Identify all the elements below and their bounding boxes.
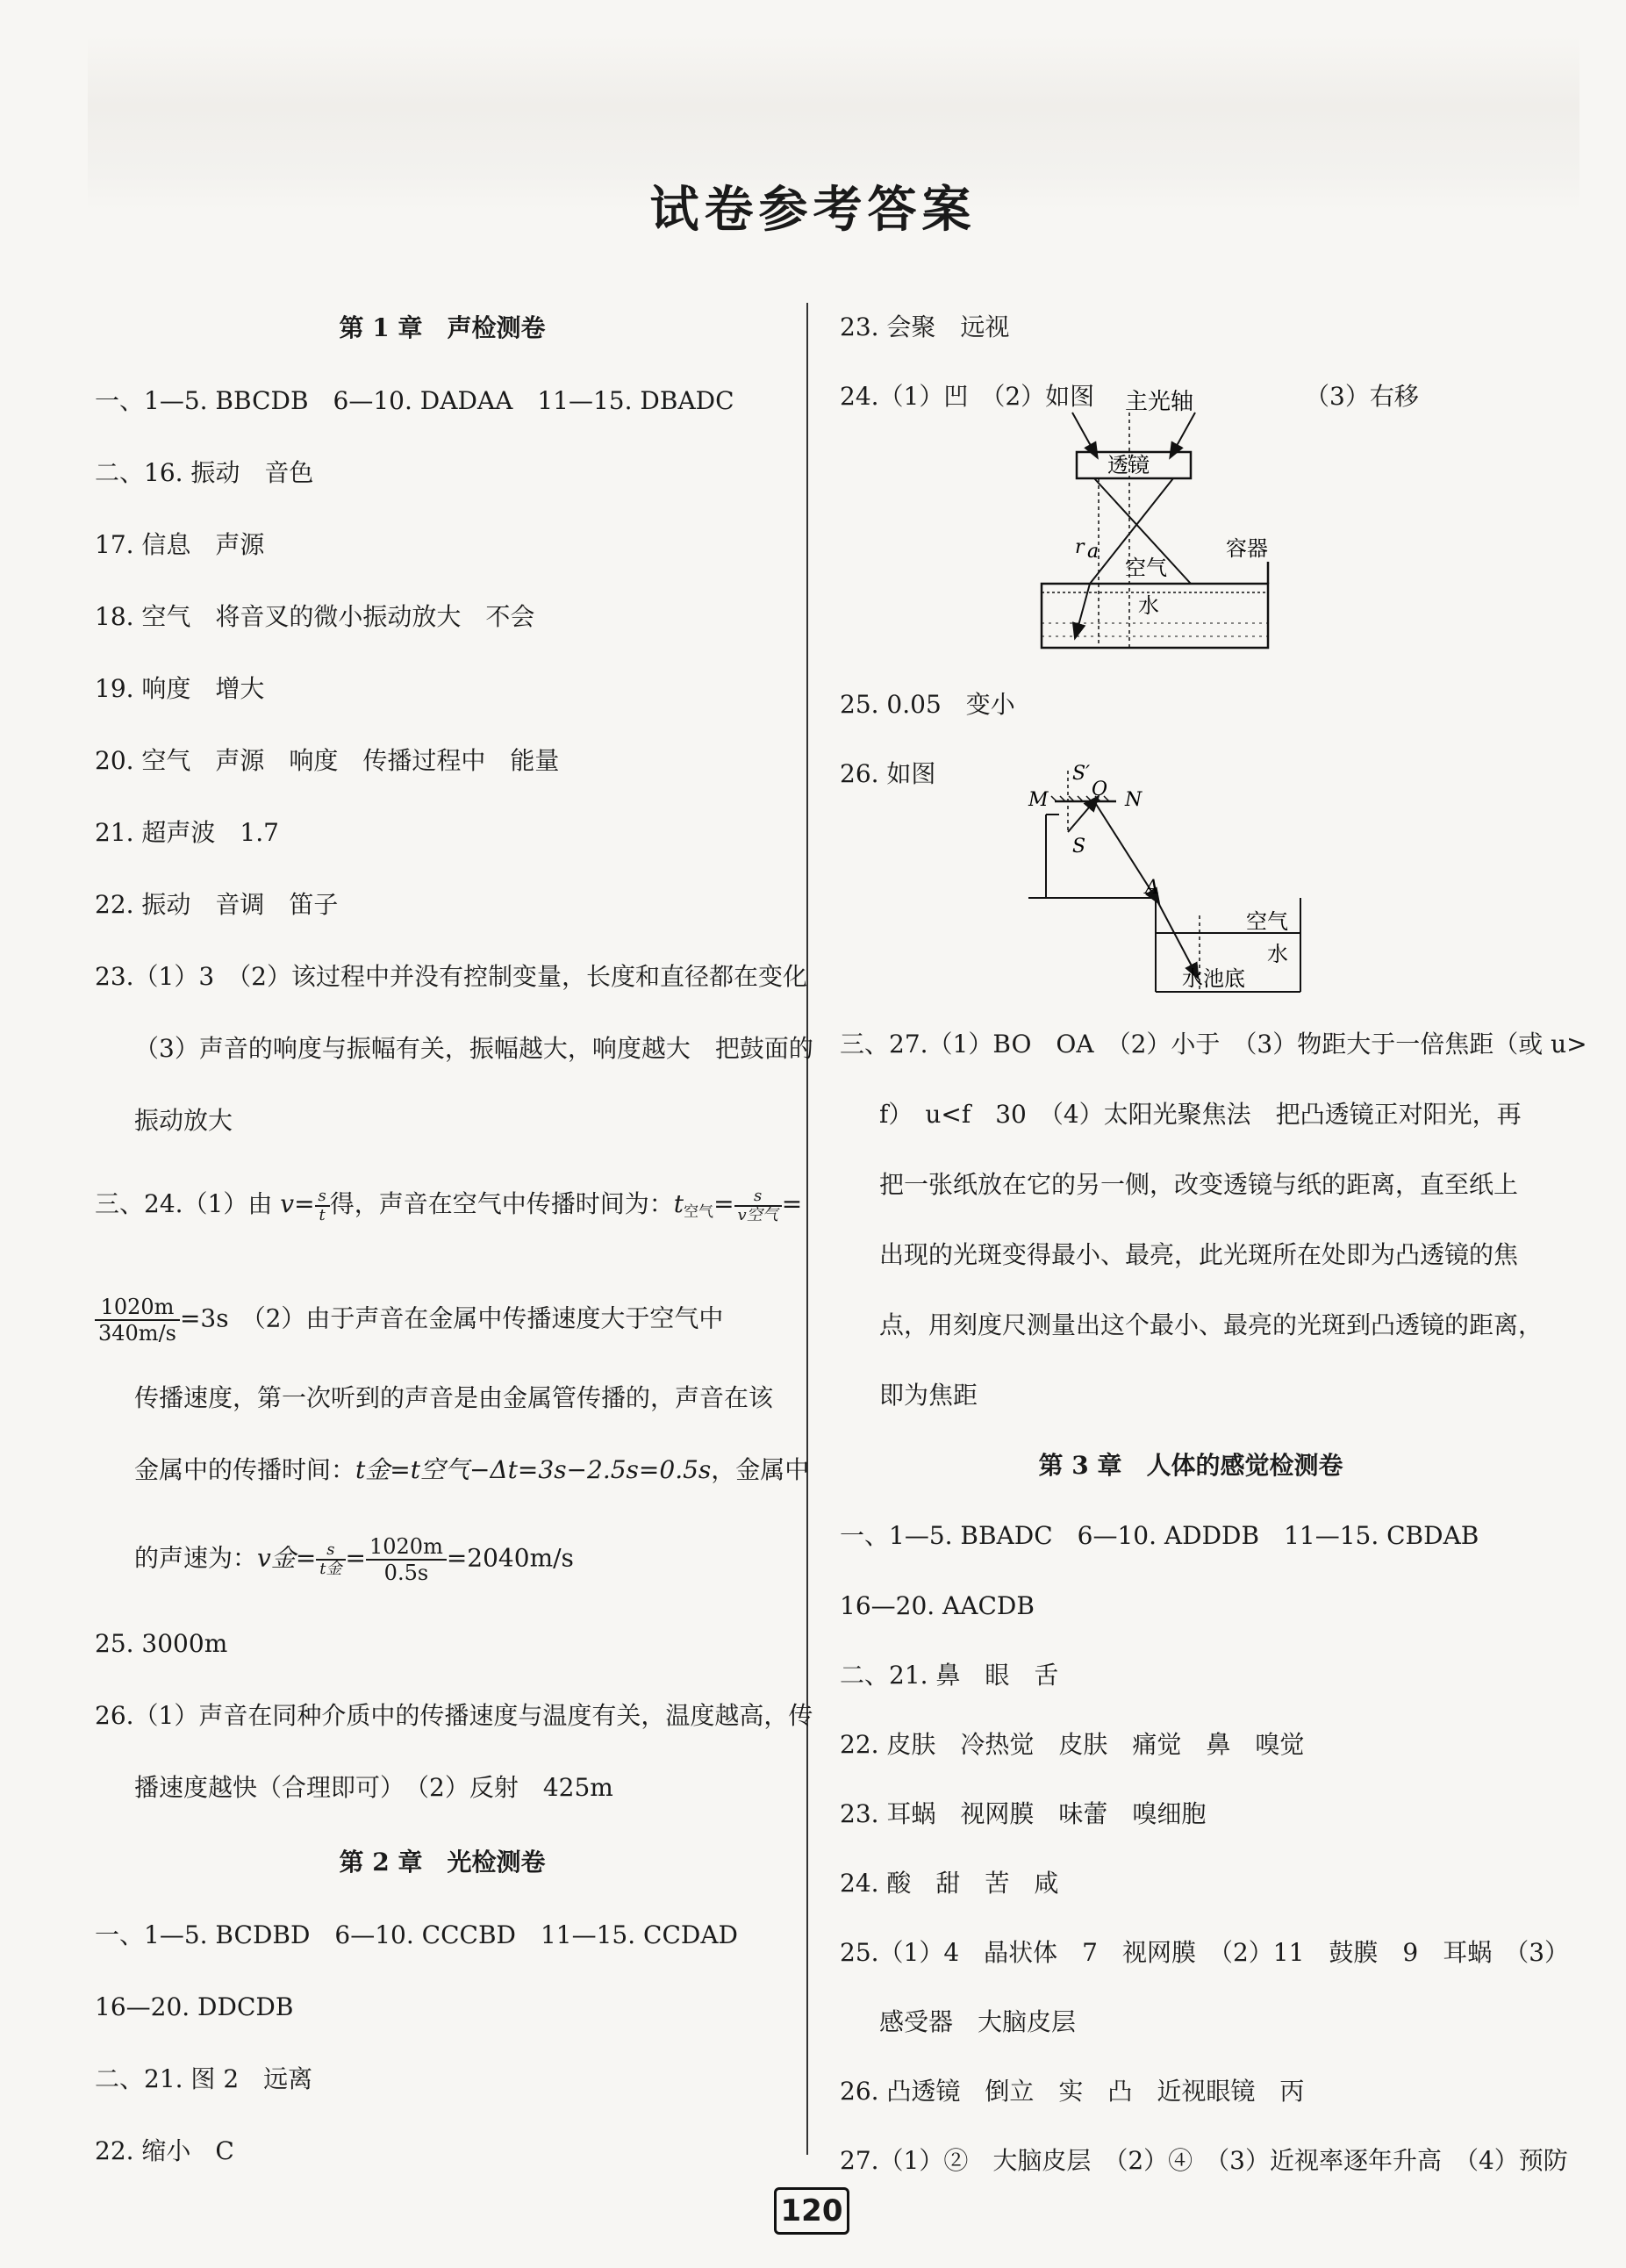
answer-line: 23. 会聚 远视	[840, 312, 1010, 341]
air-label: 空气	[1125, 556, 1167, 580]
answer-line: 出现的光斑变得最小、最亮，此光斑所在处即为凸透镜的焦	[879, 1240, 1519, 1269]
pool-air-label: 空气	[1246, 909, 1288, 934]
ray-to-pool	[1156, 898, 1195, 973]
answer-line: （3）声音的响度与振幅有关，振幅越大，响度越大 把鼓面的	[134, 1034, 813, 1063]
m-label: M	[1028, 789, 1049, 811]
answer-line: 22. 皮肤 冷热觉 皮肤 痛觉 鼻 嗅觉	[840, 1730, 1305, 1759]
answer-line: 26. 如图	[840, 759, 936, 788]
ray-in-water	[1077, 584, 1090, 632]
fraction: $\frac{1020m}{0.5s}$	[366, 1534, 447, 1585]
answer-line: 22. 振动 音调 笛子	[95, 890, 339, 919]
n-label: N	[1125, 789, 1142, 811]
angle-a-label: a	[1087, 541, 1100, 563]
page-title: 试卷参考答案	[649, 181, 977, 239]
container-label: 容器	[1226, 536, 1268, 561]
answer-line: 21. 超声波 1.7	[95, 818, 279, 847]
pool-water-label: 水	[1267, 942, 1288, 966]
incoming-ray-left	[1072, 413, 1094, 452]
answer-line: 23. 耳蜗 视网膜 味蕾 嗅细胞	[840, 1799, 1207, 1828]
page-number: 120	[774, 2187, 849, 2235]
a-point-label: A	[1145, 877, 1159, 899]
answer-line: 19. 响度 增大	[95, 674, 265, 703]
answer-line: 感受器 大脑皮层	[879, 2007, 1077, 2036]
formula-line: 的声速为：v金= $\frac{s}{\text{t金}}$ = $\frac{1020m}{0.5s}$ =2040m/s	[134, 1534, 574, 1585]
lens-diagram	[1042, 389, 1305, 658]
formula-line: 三、24.（1）由 v= $\frac{s}{t}$ 得，声音在空气中传播时间为：$t_{空气}=$ $\frac{s}{\text{v空气}}$ =	[95, 1186, 803, 1224]
answer-line: 22. 缩小 C	[95, 2136, 234, 2165]
answer-line: 二、21. 鼻 眼 舌	[840, 1661, 1059, 1690]
fraction: $\frac{1020m}{340m/s}$	[95, 1295, 180, 1346]
answer-line: 20. 空气 声源 响度 传播过程中 能量	[95, 746, 560, 775]
column-divider	[806, 303, 808, 2155]
chapter-1-heading: 第 1 章 声检测卷	[339, 313, 546, 342]
fraction: $\frac{s}{t}$	[315, 1188, 330, 1224]
answer-line: 把一张纸放在它的另一侧，改变透镜与纸的距离，直至纸上	[879, 1170, 1519, 1199]
answer-line: 一、1—5. BBCDB 6—10. DADAA 11—15. DBADC	[95, 386, 734, 415]
answer-line: 一、1—5. BCDBD 6—10. CCCBD 11—15. CCDAD	[95, 1920, 738, 1949]
incident-ray	[1068, 801, 1094, 832]
answer-line: 18. 空气 将音叉的微小振动放大 不会	[95, 602, 535, 631]
pool-bottom-label: 水池底	[1182, 966, 1245, 991]
answer-line: 16—20. DDCDB	[95, 1992, 294, 2021]
answer-line: 23.（1）3 （2）该过程中并没有控制变量，长度和直径都在变化	[95, 962, 807, 991]
optical-axis-label: 主光轴	[1125, 389, 1194, 415]
formula-line: $\frac{1020m}{340m/s}$ =3s （2）由于声音在金属中传播速度大于空气中	[95, 1295, 723, 1346]
s-prime-label: S′	[1072, 763, 1091, 785]
chapter-3-heading: 第 3 章 人体的感觉检测卷	[1038, 1451, 1343, 1480]
fraction: $\frac{s}{\text{v空气}}$	[734, 1188, 782, 1224]
answer-line: 25.（1）4 晶状体 7 视网膜 （2）11 鼓膜 9 耳蜗 （3）	[840, 1938, 1570, 1967]
answer-line: 26.（1）声音在同种介质中的传播速度与温度有关，温度越高，传	[95, 1701, 813, 1730]
s-label: S	[1072, 836, 1086, 858]
answer-line: 24.（1）凹 （2）如图	[840, 382, 1095, 411]
answer-line: （3）右移	[1305, 382, 1419, 411]
incoming-ray-right	[1173, 413, 1195, 452]
answer-line: 三、27.（1）BO OA （2）小于 （3）物距大于一倍焦距（或 u>	[840, 1030, 1587, 1059]
o-label: O	[1092, 779, 1108, 800]
answer-line: f） u<f 30 （4）太阳光聚焦法 把凸透镜正对阳光，再	[879, 1100, 1522, 1129]
answer-line: 播速度越快（合理即可） （2）反射 425m	[134, 1773, 613, 1802]
answer-line: 点，用刻度尺测量出这个最小、最亮的光斑到凸透镜的距离，	[879, 1310, 1544, 1339]
chapter-2-heading: 第 2 章 光检测卷	[339, 1848, 546, 1877]
answer-line: 金属中的传播时间：t金=t空气−Δt=3s−2.5s=0.5s，金属中	[134, 1455, 810, 1484]
fraction: $\frac{s}{\text{t金}}$	[316, 1541, 345, 1578]
answer-line: 25. 3000m	[95, 1629, 228, 1658]
mirror-diagram	[1028, 762, 1318, 994]
answer-line: 26. 凸透镜 倒立 实 凸 近视眼镜 丙	[840, 2077, 1305, 2106]
lens-label: 透镜	[1107, 453, 1150, 477]
answer-line: 27.（1）② 大脑皮层 （2）④ （3）近视率逐年升高 （4）预防	[840, 2146, 1568, 2175]
answer-line: 24. 酸 甜 苦 咸	[840, 1869, 1059, 1898]
answer-line: 二、16. 振动 音色	[95, 458, 314, 487]
answer-line: 二、21. 图 2 远离	[95, 2064, 313, 2093]
answer-line: 即为焦距	[879, 1381, 978, 1410]
water-label: 水	[1138, 593, 1159, 618]
answer-line: 传播速度，第一次听到的声音是由金属管传播的，声音在该	[134, 1383, 774, 1412]
answer-line: 一、1—5. BBADC 6—10. ADDDB 11—15. CBDAB	[840, 1521, 1479, 1550]
answer-line: 16—20. AACDB	[840, 1591, 1035, 1620]
answer-line: 17. 信息 声源	[95, 530, 265, 559]
angle-r-label: r	[1075, 536, 1085, 558]
answer-line: 振动放大	[134, 1106, 233, 1135]
answer-line: 25. 0.05 变小	[840, 690, 1015, 719]
